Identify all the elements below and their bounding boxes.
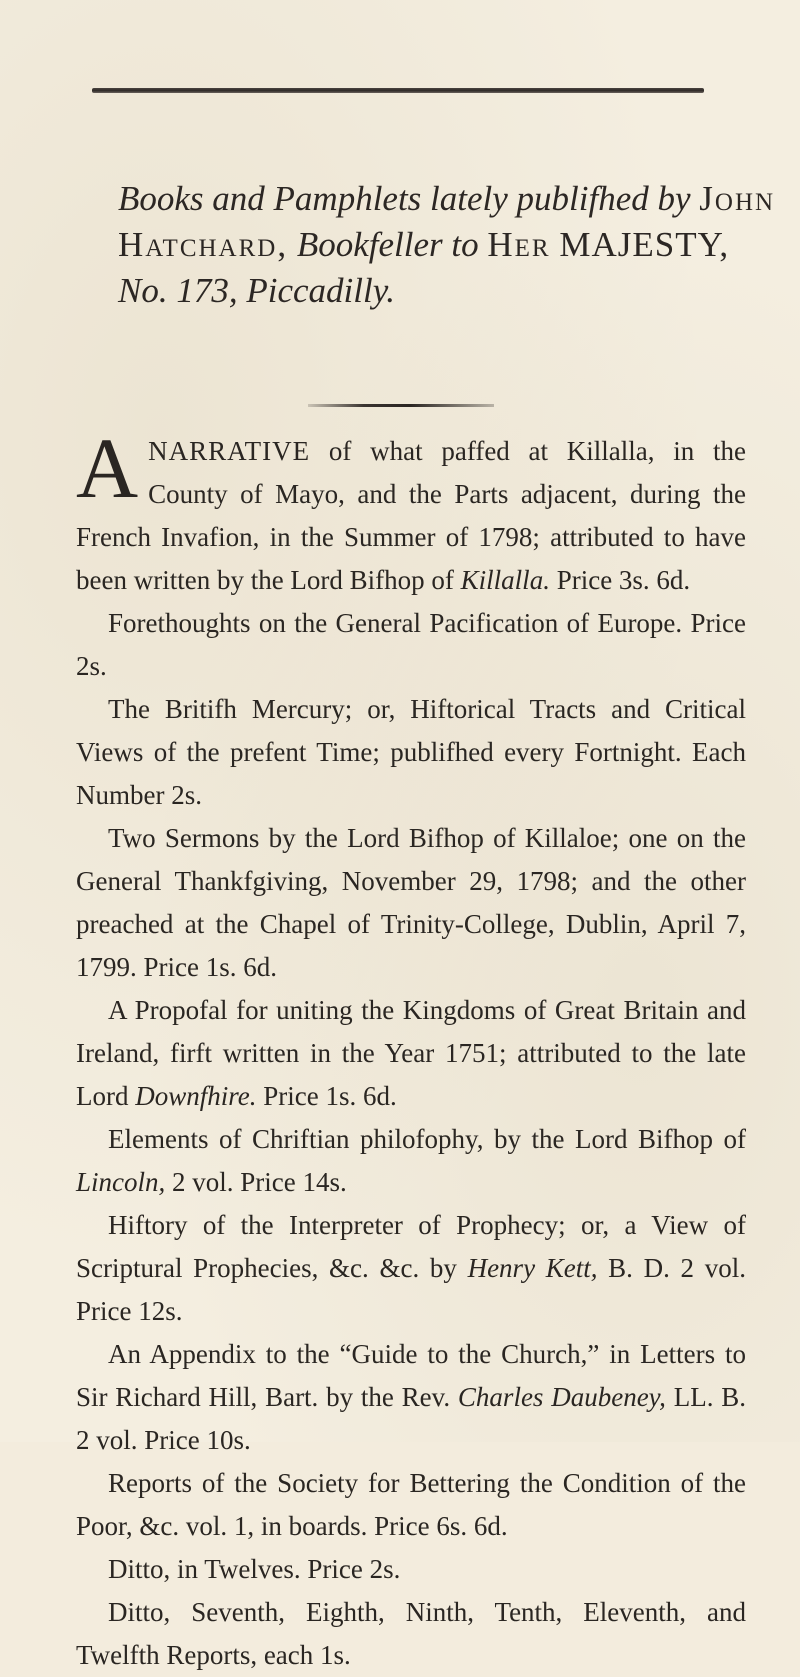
header-her: Her xyxy=(487,225,551,264)
entry-text: A Propofal for uniting the Kingdoms of Great Britain and Ireland, firft written in the Year 1751; attributed to the late Lord xyxy=(76,995,746,1111)
entry-text: Forethoughts on the General Pacification of Europe. Price 2s. xyxy=(76,608,746,681)
entry-text: An Appendix to the “Guide to the Church,” in Letters to Sir Richard Hill, Bart. by the Rev. xyxy=(76,1339,746,1412)
catalog-list xyxy=(76,420,746,1677)
catalog-entry xyxy=(76,817,746,989)
header xyxy=(118,176,776,314)
entry-price: B. D. 2 vol. Price 12s. xyxy=(76,1253,746,1326)
entry-text: Hiftory of the Interpreter of Prophecy; or, a View of Scriptural Prophecies, &c. &c. by xyxy=(76,1210,746,1283)
catalog-entry xyxy=(76,1204,746,1333)
entry-price: LL. B. 2 vol. Price 10s. xyxy=(76,1382,746,1455)
header-hatchard: Hatchard, xyxy=(118,225,289,264)
catalog-entry xyxy=(76,989,746,1118)
entry-text: Ditto, in Twelves. Price 2s. xyxy=(108,1554,401,1584)
entry-italic: Henry Kett, xyxy=(467,1253,598,1283)
entry-lead-word: NARRATIVE xyxy=(148,436,311,466)
entry-text: Ditto, Seventh, Eighth, Ninth, Tenth, Eleventh, and Twelfth Reports, each 1s. xyxy=(76,1597,746,1670)
entry-text: The Britifh Mercury; or, Hiftorical Tracts and Critical Views of the prefent Time; publifhed every Fortnight. Each Number 2s. xyxy=(76,694,746,810)
catalog-entry xyxy=(76,420,746,602)
mid-rule xyxy=(308,404,494,407)
entry-text: Reports of the Society for Bettering the Condition of the Poor, &c. vol. 1, in boards. Price 6s. 6d. xyxy=(76,1468,746,1541)
entry-text: Two Sermons by the Lord Bifhop of Killaloe; one on the General Thankfgiving, November 29, 1798; and the other preached at the Chapel of Trinity-College, Dublin, April 7, 1799. Price 1s. 6d. xyxy=(76,823,746,982)
header-line-3 xyxy=(118,268,758,314)
entry-price: 2 vol. Price 14s. xyxy=(172,1167,347,1197)
drop-cap: A xyxy=(76,420,139,516)
header-majesty: MAJESTY, xyxy=(559,225,730,264)
entry-italic: Killalla. xyxy=(460,565,550,595)
header-address: No. 173, Piccadilly. xyxy=(118,271,396,310)
catalog-entry xyxy=(76,688,746,817)
entry-text: of what paffed at Killalla, in the County of Mayo, and the Parts adjacent, during the French Invafion, in the Summer of 1798; attributed to have been written by the Lord Bifhop of xyxy=(76,436,746,595)
entry-italic: Charles Daubeney, xyxy=(457,1382,666,1412)
catalog-entry xyxy=(76,1118,746,1204)
header-line-2 xyxy=(118,222,758,268)
catalog-entry xyxy=(76,1333,746,1462)
header-bookseller: Bookfeller to xyxy=(296,225,479,264)
entry-price: Price 3s. 6d. xyxy=(556,565,691,595)
header-title-italic: Books and Pamphlets lately publifhed by xyxy=(118,179,691,218)
entry-italic: Downfhire. xyxy=(135,1081,257,1111)
entry-text: Elements of Chriftian philofophy, by the Lord Bifhop of xyxy=(108,1124,746,1154)
header-line-1 xyxy=(118,176,776,222)
catalog-entry xyxy=(76,602,746,688)
entry-price: Price 1s. 6d. xyxy=(263,1081,397,1111)
header-john: John xyxy=(699,179,776,218)
catalog-entry xyxy=(76,1548,746,1591)
catalog-entry xyxy=(76,1591,746,1677)
entry-italic: Lincoln, xyxy=(76,1167,166,1197)
top-rule xyxy=(92,88,704,93)
catalog-entry xyxy=(76,1462,746,1548)
